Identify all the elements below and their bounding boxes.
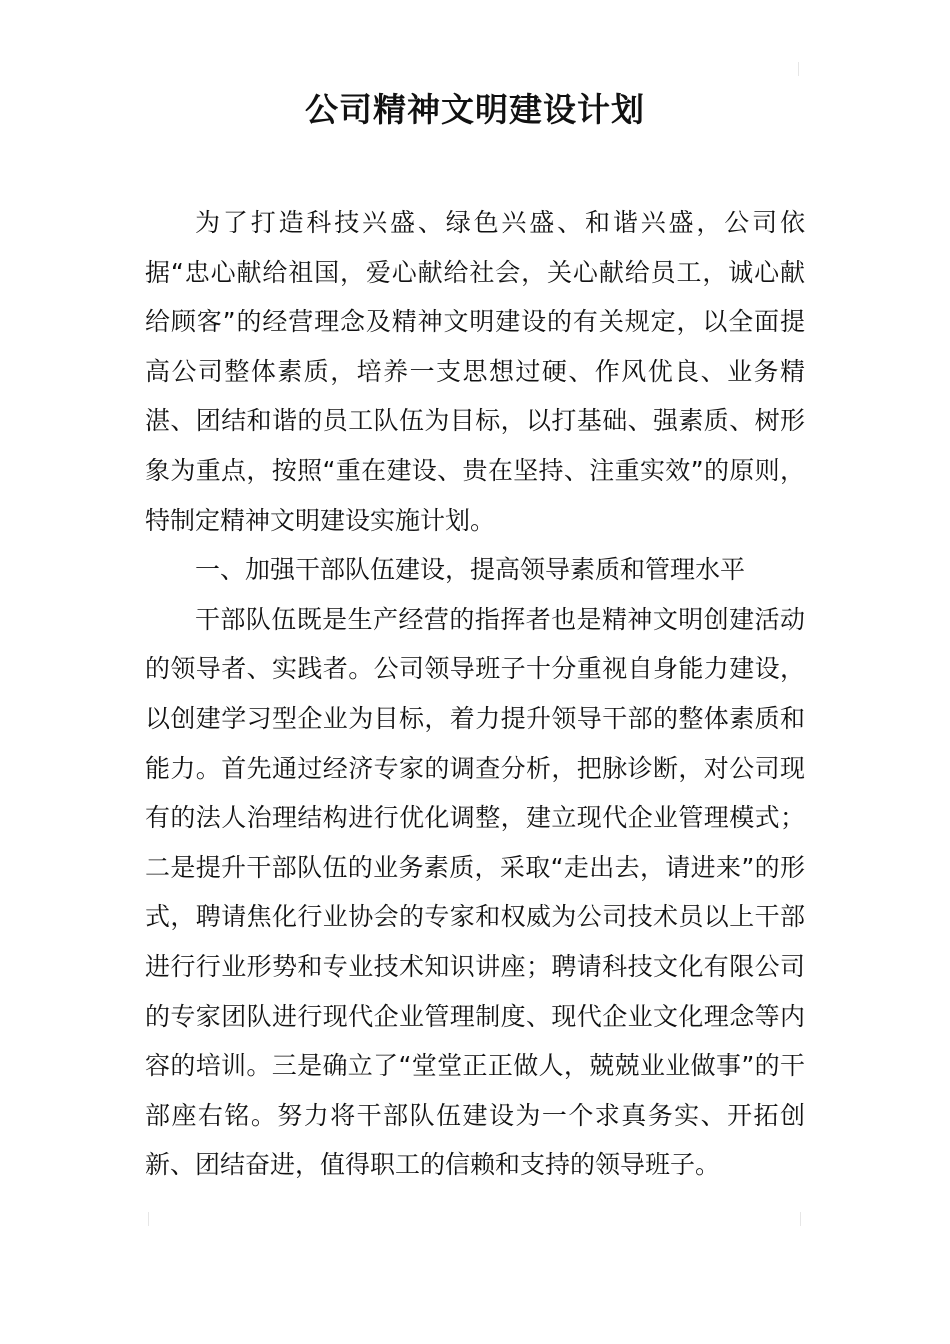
- section-1-paragraph: 干部队伍既是生产经营的指挥者也是精神文明创建活动的领导者、实践者。公司领导班子十分重视自身能力建设，以创建学习型企业为目标，着力提升领导干部的整体素质和能力。首先通过经济专家的调查分析，把脉诊断，对公司现有的法人治理结构进行优化调整，建立现代企业管理模式；二是提升干部队伍的业务素质，采取“走出去，请进来”的形式，聘请焦化行业协会的专家和权威为公司技术员以上干部进行行业形势和专业技术知识讲座；聘请科技文化有限公司的专家团队进行现代企业管理制度、现代企业文化理念等内容的培训。三是确立了“堂堂正正做人，兢兢业业做事”的干部座右铭。努力将干部队伍建设为一个求真务实、开拓创新、团结奋进，值得职工的信赖和支持的领导班子。: [145, 604, 805, 1180]
- section-heading-1: 一、加强干部队伍建设，提高领导素质和管理水平: [195, 555, 746, 585]
- document-body: [145, 198, 805, 1190]
- intro-paragraph: 为了打造科技兴盛、绿色兴盛、和谐兴盛，公司依据“忠心献给祖国，爱心献给社会，关心献给员工，诚心献给顾客”的经营理念及精神文明建设的有关规定，以全面提高公司整体素质，培养一支思想过硬、作风优良、业务精湛、团结和谐的员工队伍为目标，以打基础、强素质、树形象为重点，按照“重在建设、贵在坚持、注重实效”的原则，特制定精神文明建设实施计划。: [145, 208, 805, 535]
- corner-mark-bottom-left: [148, 1212, 149, 1226]
- corner-mark-top-right: [798, 62, 799, 76]
- document-title: 公司精神文明建设计划: [305, 90, 645, 129]
- corner-mark-bottom-right: [800, 1212, 801, 1226]
